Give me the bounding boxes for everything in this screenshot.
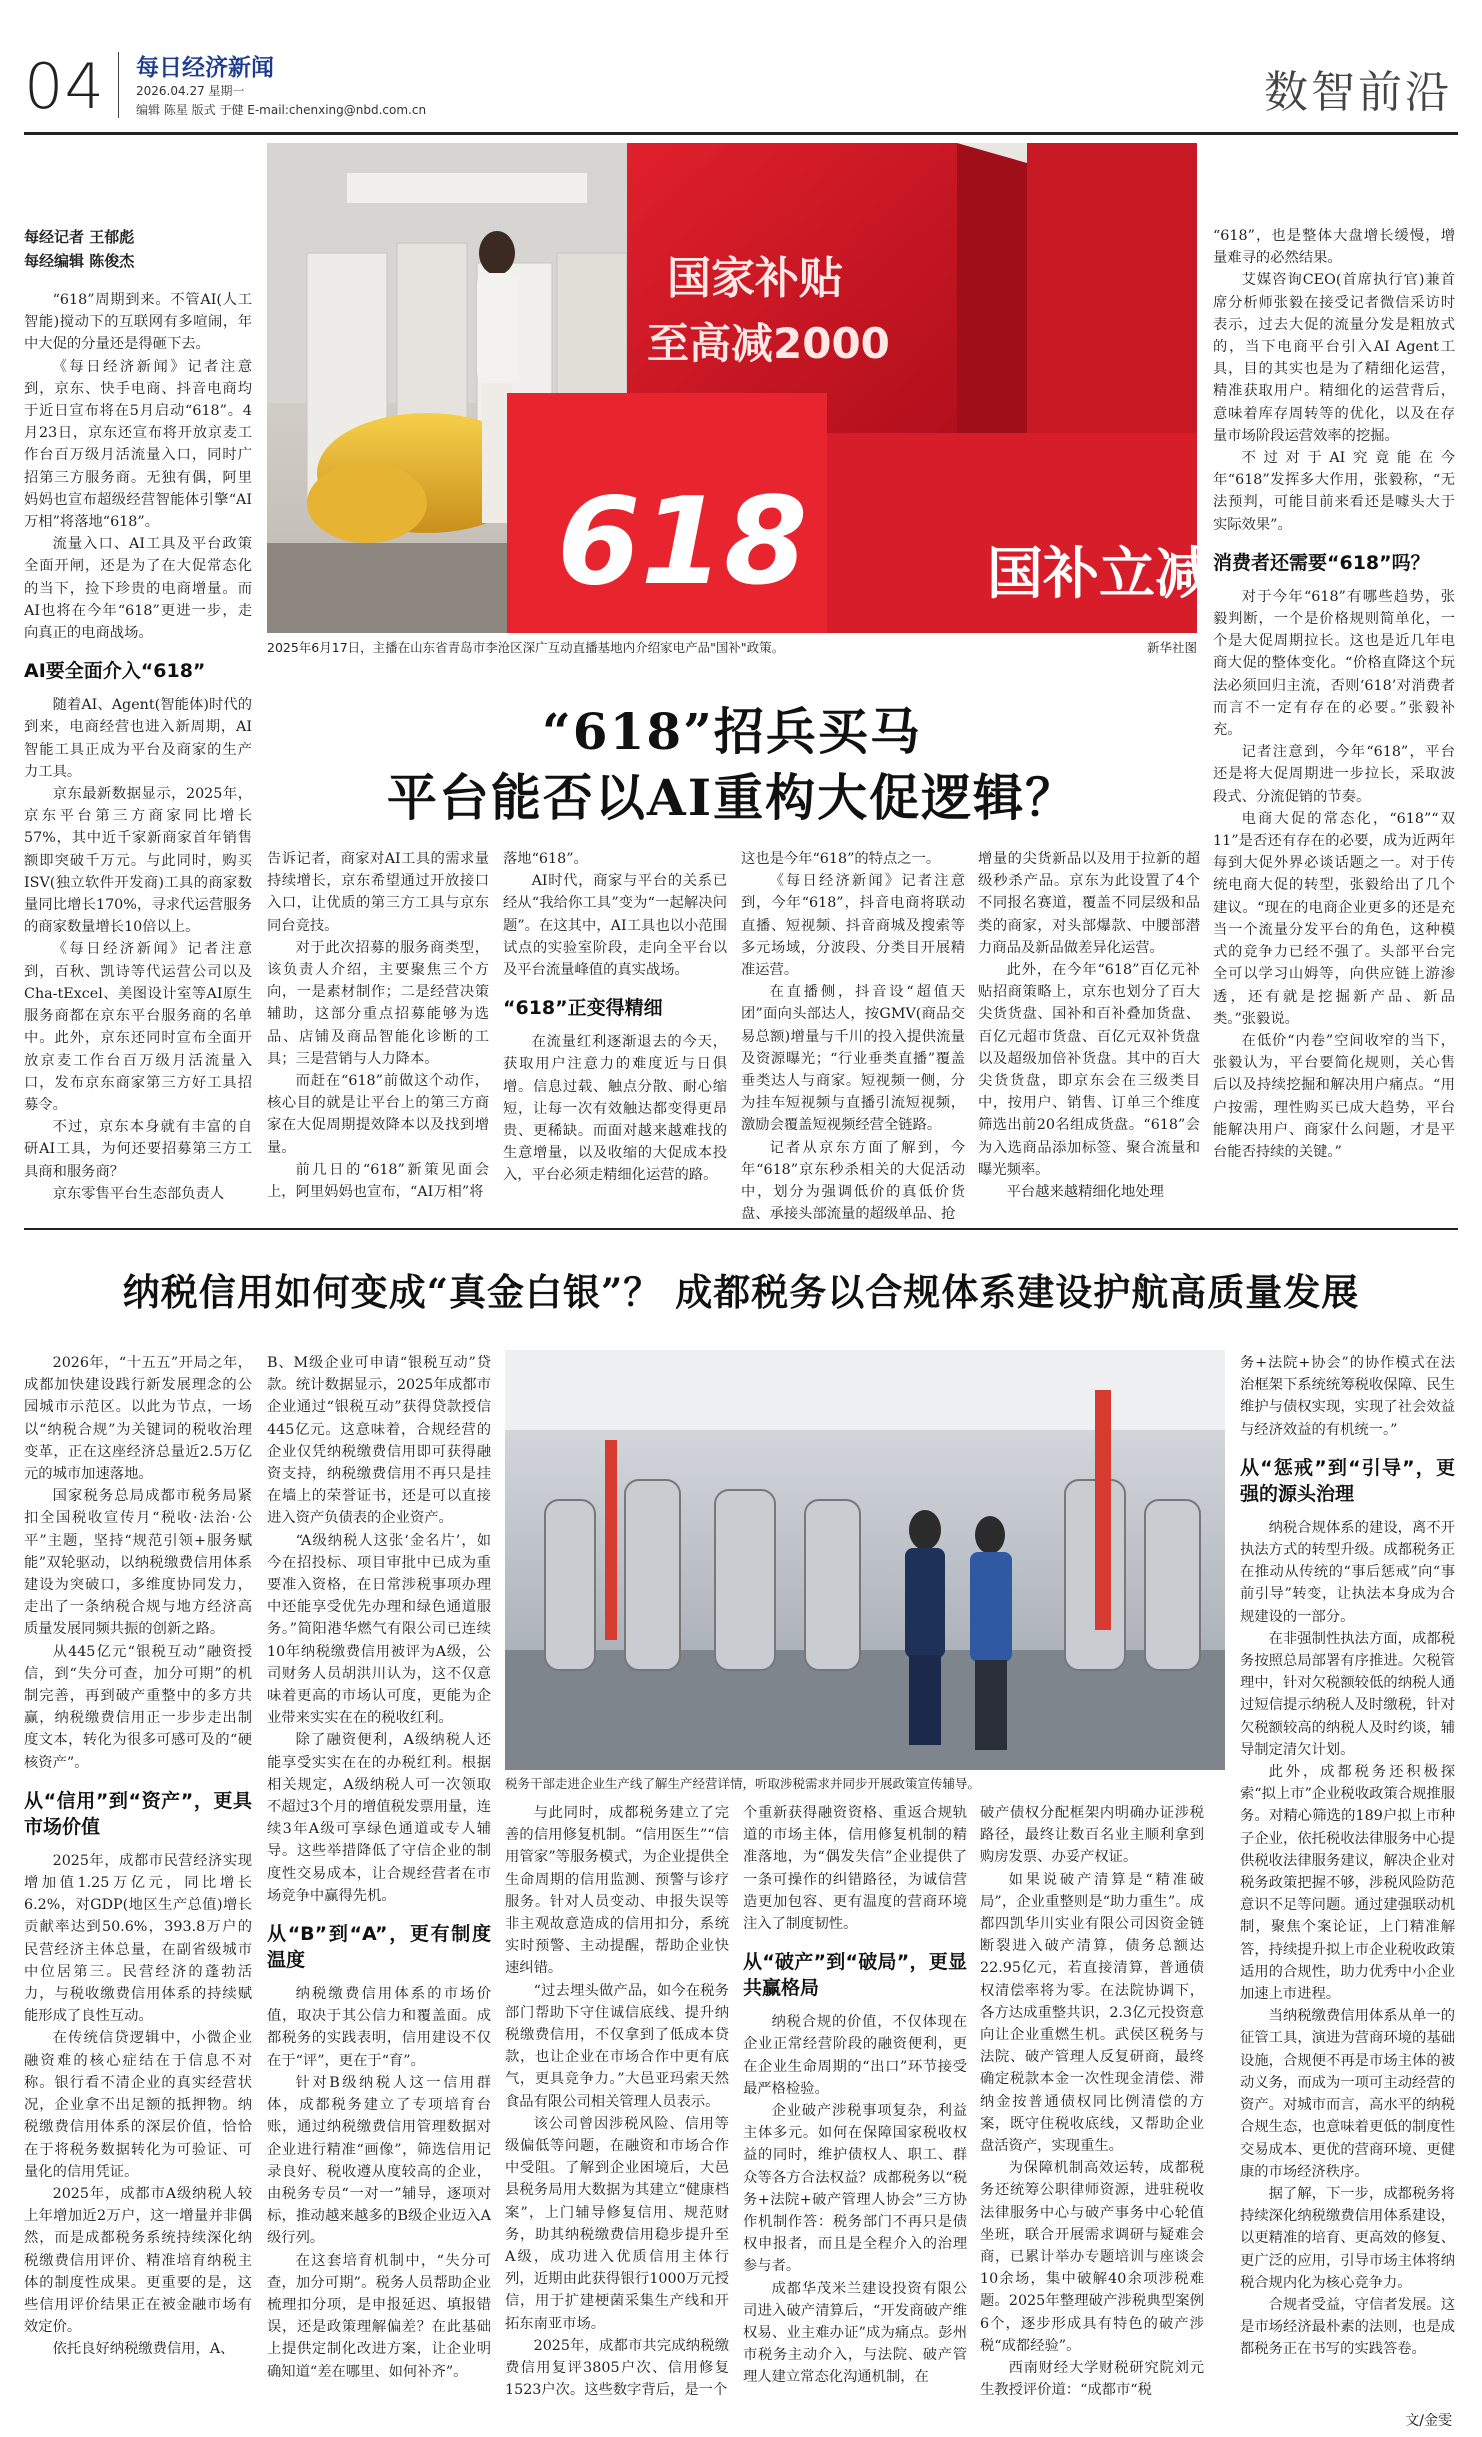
paragraph: 电商大促的常态化，“618”“双11”是否还有存在的必要，成为近两年每到大促外界必谈话题之一。对于传统电商大促的转型，张毅给出了几个建议。“现在的电商企业更多的还是充当一个流量分发平台的角色，这种模式的竞争力已经不强了。头部平台完全可以学习山姆等，向供应链上游渗透，还有就是挖掘新产品、新品类。”张毅说。 [1213, 810, 1455, 1027]
paragraph: 告诉记者，商家对AI工具的需求量持续增长，京东希望通过开放接口入口，让优质的第三方工具与京东同台竞技。 [267, 851, 489, 934]
paragraph: 如果说破产清算是“精准破局”，企业重整则是“助力重生”。成都四凯华川实业有限公司因资金链断裂进入破产清算，债务总额达22.95亿元，若直接清算，普通债权清偿率将为零。在法院协调下，各方达成重整共识，2.3亿元投资意向让企业重燃生机。武侯区税务与法院、破产管理人反复研商，最终确定税款本金一次性现金清偿、滞纳金按普通债权同比例清偿的方案，既守住税收底线，又帮助企业盘活资产，实现重生。 [980, 1871, 1204, 2155]
article2-column-5 [980, 1802, 1204, 2410]
paragraph: “过去埋头做产品，如今在税务部门帮助下守住诚信底线、提升纳税缴费信用，不仅拿到了低成本贷款，也让企业在市场合作中更有底气，更具竞争力。”大邑亚玛索天然食品有限公司相关管理人员表示。 [505, 1982, 729, 2110]
paragraph: “618”周期到来。不管AI(人工智能)搅动下的互联网有多喧闹，年中大促的分量还是得砸下去。 [24, 292, 252, 353]
photo-livestream-illustration [267, 143, 1211, 633]
paragraph: 流量入口、AI工具及平台政策全面开闸，还是为了在大促常态化的当下，捡下珍贵的电商增量。而AI也将在今年“618”更进一步，走向真正的电商战场。 [24, 536, 252, 642]
caption-text: 2025年6月17日，主播在山东省青岛市李沧区深广互动直播基地内介绍家电产品"国补"政策。 [267, 640, 785, 655]
article1-column-3 [503, 848, 727, 1208]
paragraph: 京东最新数据显示，2025年，京东平台第三方商家同比增长57%，其中近千家新商家首年销售额即突破千万元。与此同时，购买ISV(独立软件开发商)工具的商家数量同比增长170%，寻求代运营服务的商家数量增长10倍以上。 [24, 786, 252, 936]
paragraph: 这也是今年“618”的特点之一。 [741, 851, 941, 867]
article2-column-4 [743, 1802, 967, 2410]
paragraph: 个重新获得融资资格、重返合规轨道的市场主体，信用修复机制的精准落地，为“偶发失信”企业提供了一条可操作的纠错路径，为诚信营造更加包容、更有温度的营商环境注入了制度韧性。 [743, 1805, 967, 1933]
paragraph: 2025年，成都市民营经济实现增加值1.25万亿元，同比增长6.2%，对GDP(地区生产总值)增长贡献率达到50.6%，393.8万户的民营经济主体总量，在副省级城市中位居第三。民营经济的蓬勃活力，与税收缴费信用体系的持续赋能形成了良性互动。 [24, 1852, 252, 2025]
page-number: 04 [24, 50, 105, 123]
subheading: 从“破产”到“破局”，更显共赢格局 [743, 1951, 967, 2000]
subheading: 从“B”到“A”，更有制度温度 [267, 1923, 491, 1972]
paragraph: 不过，京东本身就有丰富的自研AI工具，为何还要招募第三方工具商和服务商？ [24, 1119, 252, 1180]
paragraph: 《每日经济新闻》记者注意到，今年“618”，抖音电商将联动直播、短视频、抖音商城及搜索等多元场域，分波段、分类目开展精准运营。 [741, 873, 965, 979]
paragraph: 合规者受益，守信者发展。这是市场经济最朴素的法则，也是成都税务正在书写的实践答卷。 [1240, 2296, 1455, 2358]
article1-photo [267, 143, 1211, 633]
paragraph: 记者从京东方面了解到，今年“618”京东秒杀相关的大促活动中，划分为强调低价的真低价货盘、承接头部流量的超级单品、抢 [741, 1139, 965, 1223]
article2-author: 文/金雯 [1405, 2413, 1452, 2429]
paragraph: 此外，成都税务还积极探索“拟上市”企业税收政策合规推服务。对精心筛选的189户拟上市种子企业，依托税收法律服务中心提供税收法律服务建议，解决企业对税务政策把握不够，涉税风险防范意识不足等问题。通过建强联动机制，聚焦个案论证，上门精准解答，持续提升拟上市企业税收政策适用的合规性，助力优秀中小企业加速上市进程。 [1240, 1764, 1455, 2003]
paragraph: 增量的尖货新品以及用于拉新的超级秒杀产品。京东为此设置了4个不同报名赛道，覆盖不同层级和品类的商家，对头部爆款、中腰部潜力商品及新品做差异化运营。 [978, 851, 1200, 956]
paragraph: 西南财经大学财税研究院刘元生教授评价道：“成都市“税 [980, 2360, 1204, 2399]
paragraph: 国家税务总局成都市税务局紧扣全国税收宣传月“税收·法治·公平”主题，坚持“规范引领+服务赋能”双轮驱动，以纳税缴费信用体系建设为突破口，多维度协同发力，走出了一条纳税合规与地方经济高质量发展同频共振的创新之路。 [24, 1488, 252, 1638]
paragraph: 企业破产涉税事项复杂，利益主体多元。如何在保障国家税收权益的同时，维护债权人、职工、群众等各方合法权益？成都税务以“税务+法院+破产管理人协会”三方协作机制作答：税务部门不再只是债权申报者，而且是全程介入的治理参与者。 [743, 2103, 967, 2275]
paragraph: 纳税合规的价值，不仅体现在企业正常经营阶段的融资便利，更在企业生命周期的“出口”环节接受最严格检验。 [743, 2014, 967, 2097]
paragraph: 务+法院+协会”的协作模式在法治框架下系统统筹税收保障、民生维护与债权实现，实现了社会效益与经济效益的有机统一。” [1240, 1355, 1455, 1438]
paragraph: 在流量红利逐渐退去的今天，获取用户注意力的难度近与日俱增。信息过载、触点分散、耐心缩短，让每一次有效触达都变得更昂贵、更稀缺。而面对越来越难找的生意增量，以及收缩的大促成本投入，平台必须走精细化运营的路。 [503, 1034, 727, 1184]
paragraph: 在低价“内卷”空间收窄的当下，张毅认为，平台要简化规则，关心售后以及持续挖掘和解决用户痛点。“用户按需，理性购买已成大趋势，平台能解决用户、商家什么问题，才是平台能否持续的关键。” [1213, 1032, 1455, 1160]
article2-column-3 [505, 1802, 729, 2410]
reporter-byline: 每经记者 王郁彪 [24, 228, 135, 246]
article1-title-line1: “618”招兵买马 [542, 702, 922, 761]
paragraph: 2025年，成都市共完成纳税缴费信用复评3805户次、信用修复1523户次。这些数字背后，是一个 [505, 2337, 729, 2399]
photo-sign-subsidy: 国家补贴 [667, 253, 843, 304]
editor-line: 编辑 陈星 版式 于健 E-mail:chenxing@nbd.com.cn [136, 103, 427, 117]
paragraph: 对于今年“618”有哪些趋势，张毅判断，一个是价格规则简单化，一个是大促周期拉长。这也是近几年电商大促的整体变化。“价格直降这个玩法必须回归主流，否则‘618’对消费者而言不一定有存在的必要。”张毅补充。 [1213, 588, 1455, 739]
article1-column-1 [24, 225, 252, 1215]
header-rule [24, 132, 1458, 135]
paragraph: 2026年，“十五五”开局之年，成都加快建设践行新发展理念的公园城市示范区。以此为节点，一场以“纳税合规”为关键词的税收治理变革，正在这座经济总量近2.5万亿元的城市加速落地。 [24, 1355, 252, 1483]
paragraph: 在非强制性执法方面，成都税务按照总局部署有序推进。欠税管理中，针对欠税额较低的纳税人通过短信提示纳税人及时缴税，针对欠税额较高的纳税人及时约谈，辅导制定清欠计划。 [1240, 1630, 1455, 1758]
paragraph: 2025年，成都市A级纳税人较上年增加近2万户，这一增量并非偶然，而是成都税务系统持续深化纳税缴费信用评价、精准培育纳税主体的制度性成果。更重要的是，这些信用评价结果正在被金融市场有效定价。 [24, 2185, 252, 2336]
article2-column-2 [267, 1352, 491, 2410]
photo-sign-subsidy2: 国补立减 [987, 542, 1211, 607]
subheading: 消费者还需要“618”吗？ [1213, 551, 1430, 574]
photo-sign-618: 618 [557, 473, 808, 612]
paragraph: 不过对于AI究竟能在今年“618”发挥多大作用，张毅称，“无法预判，可能目前来看还是噱头大于实际效果”。 [1213, 450, 1455, 533]
subheading: AI要全面介入“618” [24, 660, 206, 683]
photo-factory-illustration [505, 1350, 1225, 1770]
article1-column-2 [267, 848, 489, 1208]
section-title: 数智前沿 [1264, 67, 1452, 118]
paragraph: 平台越来越精细化地处理 [1006, 1184, 1164, 1201]
article2-photo [505, 1350, 1225, 1770]
paragraph: 成都华茂米兰建设投资有限公司进入破产清算后，“开发商破产维权易、业主难办证”成为痛点。彭州市税务主动介入，与法院、破产管理人建立常态化沟通机制，在 [743, 2280, 967, 2386]
paragraph: 《每日经济新闻》记者注意到，京东、快手电商、抖音电商均于近日宣布将在5月启动“618”。4月23日，京东还宣布将开放京麦工作台百万级月活流量入口，同时广招第三方服务商。无独有偶，阿里妈妈也宣布超级经营智能体引擎“AI万相”将落地“618”。 [24, 358, 252, 531]
paragraph: B、M级企业可申请“银税互动”贷款。统计数据显示，2025年成都市企业通过“银税互动”获得贷款授信445亿元。这意味着，合规经营的企业仅凭纳税缴费信用即可获得融资支持，纳税缴费信用不再只是挂在墙上的荣誉证书，还是可以直接进入资产负债表的企业资产。 [267, 1355, 491, 1527]
paragraph: 依托良好纳税缴费信用，A、 [52, 2341, 235, 2358]
paragraph: 京东零售平台生态部负责人 [52, 1185, 225, 1202]
subheading: 从“信用”到“资产”，更具市场价值 [24, 1789, 252, 1838]
header-divider [118, 52, 119, 118]
article2-column-1 [24, 1352, 252, 2410]
article1-column-6 [1213, 225, 1455, 1215]
article2-photo-caption: 税务干部走进企业生产线了解生产经营详情，听取涉税需求并同步开展政策宣传辅导。 [505, 1776, 981, 1791]
newspaper-name: 每日经济新闻 [136, 55, 274, 81]
date-line: 2026.04.27 星期一 [136, 84, 245, 98]
paragraph: 在这套培育机制中，“失分可查，加分可期”。税务人员帮助企业梳理扣分项，是申报延迟、填报错误，还是政策理解偏差？在此基础上提供定制化改进方案，让企业明确知道“差在哪里、如何补齐”。 [267, 2252, 491, 2380]
paragraph: 对于此次招募的服务商类型，该负责人介绍，主要聚焦三个方向，一是素材制作；二是经营决策辅助，这部分重点招募能够为选品、店铺及商品智能化诊断的工具；三是营销与人力降本。 [267, 939, 489, 1067]
article1-photo-caption [267, 638, 1197, 656]
paragraph: AI时代，商家与平台的关系已经从“我给你工具”变为“一起解决问题”。在这其中，AI工具也以小范围试点的实验室阶段，走向全平台以及平台流量峰值的真实战场。 [503, 873, 727, 979]
editor-byline: 每经编辑 陈俊杰 [24, 252, 135, 270]
subheading: 从“惩戒”到“引导”，更强的源头治理 [1240, 1456, 1455, 1505]
paragraph: 此外，在今年“618”百亿元补贴招商策略上，京东也划分了百大尖货货盘、国补和百补叠加货盘、百亿元超市货盘、百亿元双补货盘以及超级加倍补货盘。其中的百大尖货货盘，即京东会在三级类目中，按用户、销售、订单三个维度筛选出前20名组成货盘。“618”会为入选商品添加标签、聚合流量和曝光频率。 [978, 962, 1200, 1178]
paragraph: 记者注意到，今年“618”，平台还是将大促周期进一步拉长，采取波段式、分流促销的节奏。 [1213, 744, 1455, 805]
article-divider [24, 1228, 1458, 1230]
article2-title: 纳税信用如何变成“真金白银”？ 成都税务以合规体系建设护航高质量发展 [122, 1270, 1360, 1314]
paragraph: 随着AI、Agent(智能体)时代的到来，电商经营也进入新周期，AI智能工具正成为平台及商家的生产力工具。 [24, 697, 252, 780]
paragraph: 前几日的“618”新策见面会上，阿里妈妈也宣布，“AI万相”将 [267, 1161, 489, 1201]
paragraph: 针对B级纳税人这一信用群体，成都税务建立了专项培育台账，通过纳税缴费信用管理数据对企业进行精准“画像”，筛选信用记录良好、税收遵从度较高的企业，由税务专员“一对一”辅导，逐项对标，推动越来越多的B级企业迈入A级行列。 [267, 2074, 491, 2247]
paragraph: 该公司曾因涉税风险、信用等级偏低等问题，在融资和市场合作中受阻。了解到企业困境后，大邑县税务局用大数据为其建立“健康档案”，上门辅导修复信用、规范财务，助其纳税缴费信用稳步提升至A级，成功进入优质信用主体行列，近期由此获得银行1000万元授信，用于扩建梗菌采集生产线和开拓东南亚市场。 [505, 2115, 729, 2332]
paragraph: 当纳税缴费信用体系从单一的征管工具，演进为营商环境的基础设施，合规便不再是市场主体的被动义务，而成为一项可主动经营的资产。对城市而言，高水平的纳税合规生态，也意味着更低的制度性交易成本、更优的营商环境、更健康的市场经济秩序。 [1240, 2008, 1455, 2180]
paragraph: “A级纳税人这张‘金名片’，如今在招投标、项目审批中已成为重要准入资格，在日常涉税事项办理中还能享受优先办理和绿色通道服务。”简阳港华燃气有限公司已连续10年纳税缴费信用被评为A级，公司财务人员胡洪川认为，这不仅意味着更高的市场认可度，更能为企业带来实实在在的税收红利。 [267, 1532, 491, 1727]
article2-column-6 [1240, 1352, 1455, 2404]
paragraph: 为保障机制高效运转，成都税务还统筹公职律师资源，进驻税收法律服务中心与破产事务中心轮值坐班，联合开展需求调研与疑难会商，已累计举办专题培训与座谈会10余场，集中破解40余项涉税难题。2025年整理破产涉税典型案例6个，逐步形成具有特色的破产涉税“成都经验”。 [980, 2160, 1204, 2354]
paragraph: 落地“618”。 [503, 851, 588, 867]
paragraph: 《每日经济新闻》记者注意到，百秋、凯诗等代运营公司以及Cha-tExcel、美图设计室等AI原生服务商都在京东平台服务商的名单中。此外，京东还同时宣布全面开放京麦工作台百万级月活流量入口，发布京东商家第三方好工具招募令。 [24, 941, 252, 1113]
paragraph: 除了融资便利，A级纳税人还能享受实实在在的办税红利。根据相关规定，A级纳税人可一次领取不超过3个月的增值税发票用量，连续3年A级可享绿色通道或专人辅导。这些举措降低了守信企业的制度性交易成本，让合规经营者在市场竞争中赢得先机。 [267, 1732, 491, 1904]
subheading: “618”正变得精细 [503, 997, 663, 1020]
paragraph: 在直播侧，抖音设“超值天团”面向头部达人，按GMV(商品交易总额)增量与千川的投入提供流量及资源曝光；“行业垂类直播”覆盖垂类达人与商家。短视频一侧，分为挂车短视频与直播引流短视频，激励会覆盖短视频经营全链路。 [741, 984, 965, 1134]
paragraph: “618”，也是整体大盘增长缓慢，增量难寻的必然结果。 [1213, 228, 1455, 267]
photo-sign-discount: 至高减2000 [647, 319, 890, 368]
article1-column-4 [741, 848, 965, 1223]
paragraph: 而赶在“618”前做这个动作，核心目的就是让平台上的第三方商家在大促周期提效降本以及找到增量。 [267, 1073, 489, 1156]
paragraph: 艾媒咨询CEO(首席执行官)兼首席分析师张毅在接受记者微信采访时表示，过去大促的流量分发是粗放式的，当下电商平台引入AI Agent工具，目的其实也是为了精细化运营，精准获取用户。精细化的运营背后，意味着库存周转等的优化，以及在存量市场阶段运营效率的挖掘。 [1213, 272, 1455, 444]
paragraph: 据了解，下一步，成都税务将持续深化纳税缴费信用体系建设，以更精准的培育、更高效的修复、更广泛的应用，引导市场主体将纳税合规内化为核心竞争力。 [1240, 2185, 1455, 2291]
paragraph: 与此同时，成都税务建立了完善的信用修复机制。“信用医生”“信用管家”等服务模式，为企业提供全生命周期的信用监测、预警与诊疗服务。针对人员变动、申报失误等非主观故意造成的信用扣分，系统实时预警、主动提醒，帮助企业快速纠错。 [505, 1805, 729, 1977]
paragraph: 破产债权分配框架内明确办证涉税路径，最终让数百名业主顺利拿到购房发票、办妥产权证。 [980, 1805, 1204, 1866]
paragraph: 纳税缴费信用体系的市场价值，取决于其公信力和覆盖面。成都税务的实践表明，信用建设不仅在于“评”，更在于“育”。 [267, 1986, 491, 2069]
article1-column-5 [978, 848, 1200, 1208]
paragraph: 从445亿元“银税互动”融资授信，到“失分可查，加分可期”的机制完善，再到破产重整中的多方共赢，纳税缴费信用正一步步走出制度文本，转化为很多可感可及的“硬核资产”。 [24, 1643, 252, 1771]
article1-title-line2: 平台能否以AI重构大促逻辑？ [386, 768, 1078, 827]
caption-source: 新华社图 [1146, 640, 1197, 655]
paragraph: 纳税合规体系的建设，离不开执法方式的转型升级。成都税务正在推动从传统的“事后惩戒”向“事前引导”转变，让执法本身成为合规建设的一部分。 [1240, 1519, 1455, 1625]
paragraph: 在传统信贷逻辑中，小微企业融资难的核心症结在于信息不对称。银行看不清企业的真实经营状况，企业拿不出足额的抵押物。纳税缴费信用体系的深层价值，恰恰在于将税务数据转化为可验证、可量化的信用凭证。 [24, 2030, 252, 2180]
